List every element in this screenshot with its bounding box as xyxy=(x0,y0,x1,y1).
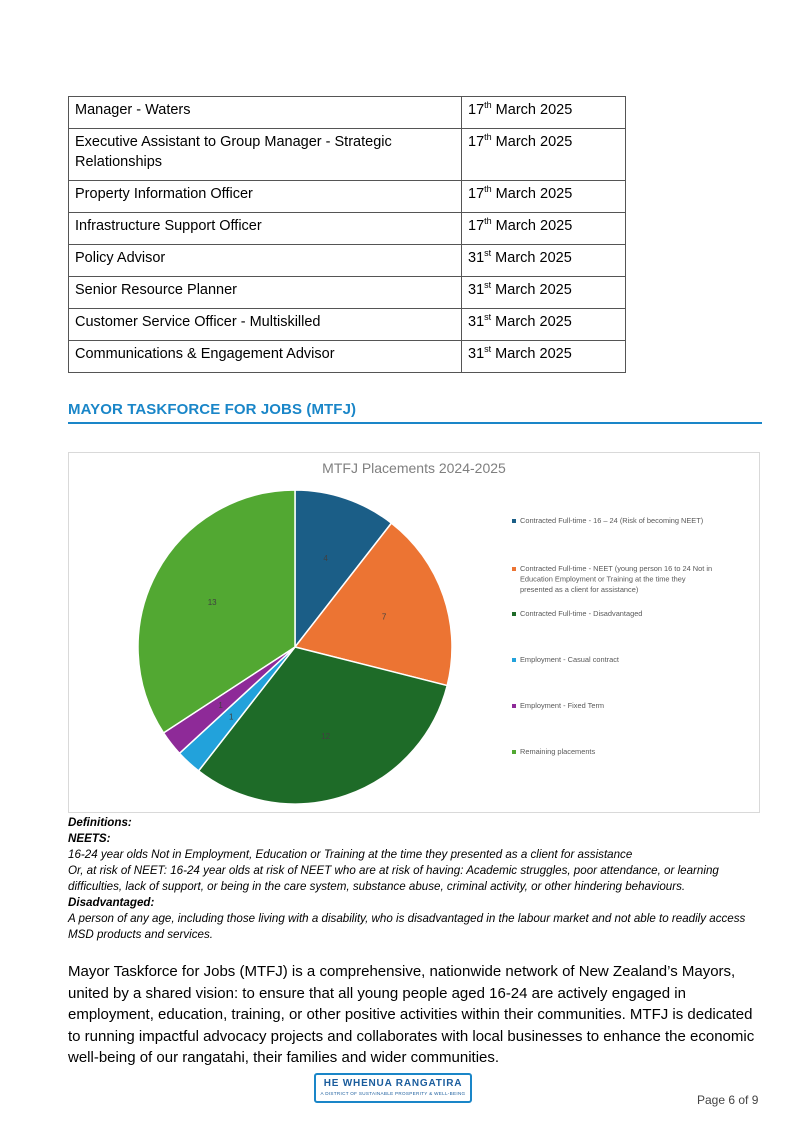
closing-date-cell xyxy=(462,181,626,213)
table-row xyxy=(69,181,626,213)
legend-label-0: Contracted Full-time - 16 – 24 (Risk of becoming NEET) xyxy=(520,516,704,525)
role-cell: Senior Resource Planner xyxy=(69,277,462,309)
table-row xyxy=(69,277,626,309)
date-rest: March 2025 xyxy=(491,314,572,330)
neets-definition-1: 16-24 year olds Not in Employment, Education or Training at the time they presented as a client for assistance xyxy=(68,848,633,861)
date-suffix: st xyxy=(484,280,492,291)
closing-date-cell xyxy=(462,341,626,373)
closing-date-cell xyxy=(462,277,626,309)
section-divider xyxy=(68,422,762,424)
role-cell: Property Information Officer xyxy=(69,181,462,213)
pie-slice-label-4: 1 xyxy=(218,700,223,710)
date-day: 17 xyxy=(468,134,485,150)
date-rest: March 2025 xyxy=(491,218,573,234)
definitions-heading: Definitions: xyxy=(68,816,132,829)
role-cell: Manager - Waters xyxy=(69,97,462,129)
date-day: 17 xyxy=(468,102,485,118)
role-cell: Executive Assistant to Group Manager - Strategic Relationships xyxy=(69,129,462,181)
closing-date-cell xyxy=(462,129,626,181)
date-day: 31 xyxy=(468,314,485,330)
closing-date-cell xyxy=(462,245,626,277)
legend-label-5: Remaining placements xyxy=(520,747,596,756)
date-rest: March 2025 xyxy=(491,282,572,298)
logo-tagline: A DISTRICT OF SUSTAINABLE PROSPERITY & WELL-BEING xyxy=(320,1091,466,1096)
page-number: Page 6 of 9 xyxy=(697,1093,759,1107)
date-day: 31 xyxy=(468,282,485,298)
neets-definition-2: Or, at risk of NEET: 16-24 year olds at risk of NEET who are at risk of having: Academic struggles, poor attendance, or learning difficulties, lack of support, or being in the care system, substance abuse, criminal activity, or other hindering behaviours. xyxy=(68,864,719,893)
pie-slice-label-3: 1 xyxy=(228,712,234,722)
neets-heading: NEETS: xyxy=(68,832,111,845)
legend-swatch-2 xyxy=(512,612,516,616)
logo-title: HE WHENUA RANGATIRA xyxy=(323,1078,463,1089)
section-title: MAYOR TASKFORCE FOR JOBS (MTFJ) xyxy=(68,401,357,418)
pie-slice-label-0: 4 xyxy=(323,553,328,563)
legend-label-3: Employment - Casual contract xyxy=(520,655,619,664)
pie-slice-label-2: 12 xyxy=(321,732,331,742)
legend-label-2: Contracted Full-time - Disadvantaged xyxy=(520,609,643,618)
date-suffix: th xyxy=(484,216,492,227)
table-row xyxy=(69,309,626,341)
disadvantaged-heading: Disadvantaged: xyxy=(68,896,155,909)
legend-swatch-3 xyxy=(512,658,516,662)
mtfj-description: Mayor Taskforce for Jobs (MTFJ) is a comprehensive, nationwide network of New Zealand’s Mayors, united by a shared vision: to ensure that all young people aged 16-24 are actively engaged in employment, education, training, or other positive activities within their communities. MTFJ is dedicated to running impactful advocacy projects and collaborates with local businesses to enhance the economic well-being of our rangatahi, their families and wider communities. xyxy=(68,963,755,1066)
closing-date-cell xyxy=(462,309,626,341)
role-cell: Customer Service Officer - Multiskilled xyxy=(69,309,462,341)
legend-swatch-5 xyxy=(512,750,516,754)
date-day: 17 xyxy=(468,218,485,234)
closing-date-cell xyxy=(462,97,626,129)
legend-swatch-0 xyxy=(512,519,516,523)
date-suffix: st xyxy=(484,312,492,323)
legend-item xyxy=(512,701,604,710)
role-cell: Infrastructure Support Officer xyxy=(69,213,462,245)
pie-chart-svg xyxy=(69,453,759,812)
role-cell: Communications & Engagement Advisor xyxy=(69,341,462,373)
table-row xyxy=(69,341,626,373)
date-day: 31 xyxy=(468,250,485,266)
date-suffix: th xyxy=(484,132,492,143)
disadvantaged-definition: A person of any age, including those living with a disability, who is disadvantaged in the labour market and not able to readily access MSD products and services. xyxy=(68,912,746,941)
pie-chart xyxy=(68,452,760,813)
definitions xyxy=(68,815,762,943)
date-day: 31 xyxy=(468,346,485,362)
chart-title: MTFJ Placements 2024-2025 xyxy=(322,460,506,476)
role-cell: Policy Advisor xyxy=(69,245,462,277)
date-rest: March 2025 xyxy=(491,102,573,118)
table-row xyxy=(69,97,626,129)
table-row xyxy=(69,129,626,181)
date-suffix: th xyxy=(484,100,492,111)
date-day: 17 xyxy=(468,186,485,202)
date-rest: March 2025 xyxy=(491,134,573,150)
council-logo xyxy=(314,1073,472,1103)
pie-slice-label-5: 13 xyxy=(207,598,217,608)
table-row xyxy=(69,245,626,277)
date-suffix: st xyxy=(484,344,492,355)
date-rest: March 2025 xyxy=(491,250,572,266)
date-rest: March 2025 xyxy=(491,346,572,362)
legend-item xyxy=(512,609,642,618)
legend-label-4: Employment - Fixed Term xyxy=(520,701,605,710)
date-suffix: th xyxy=(484,184,492,195)
date-suffix: st xyxy=(484,248,492,259)
legend-item xyxy=(512,564,712,594)
vacancies-table xyxy=(68,96,626,373)
legend-item xyxy=(512,516,703,525)
date-rest: March 2025 xyxy=(491,186,573,202)
legend-swatch-4 xyxy=(512,704,516,708)
table-row xyxy=(69,213,626,245)
closing-date-cell xyxy=(462,213,626,245)
pie-slice-label-1: 7 xyxy=(381,612,387,622)
legend-item xyxy=(512,747,595,756)
legend-swatch-1 xyxy=(512,567,516,571)
legend-item xyxy=(512,655,619,664)
legend-label-1: Contracted Full-time - NEET (young person 16 to 24 Not in Education Employment or Training at the time they presented as a client for assistance) xyxy=(520,564,713,594)
